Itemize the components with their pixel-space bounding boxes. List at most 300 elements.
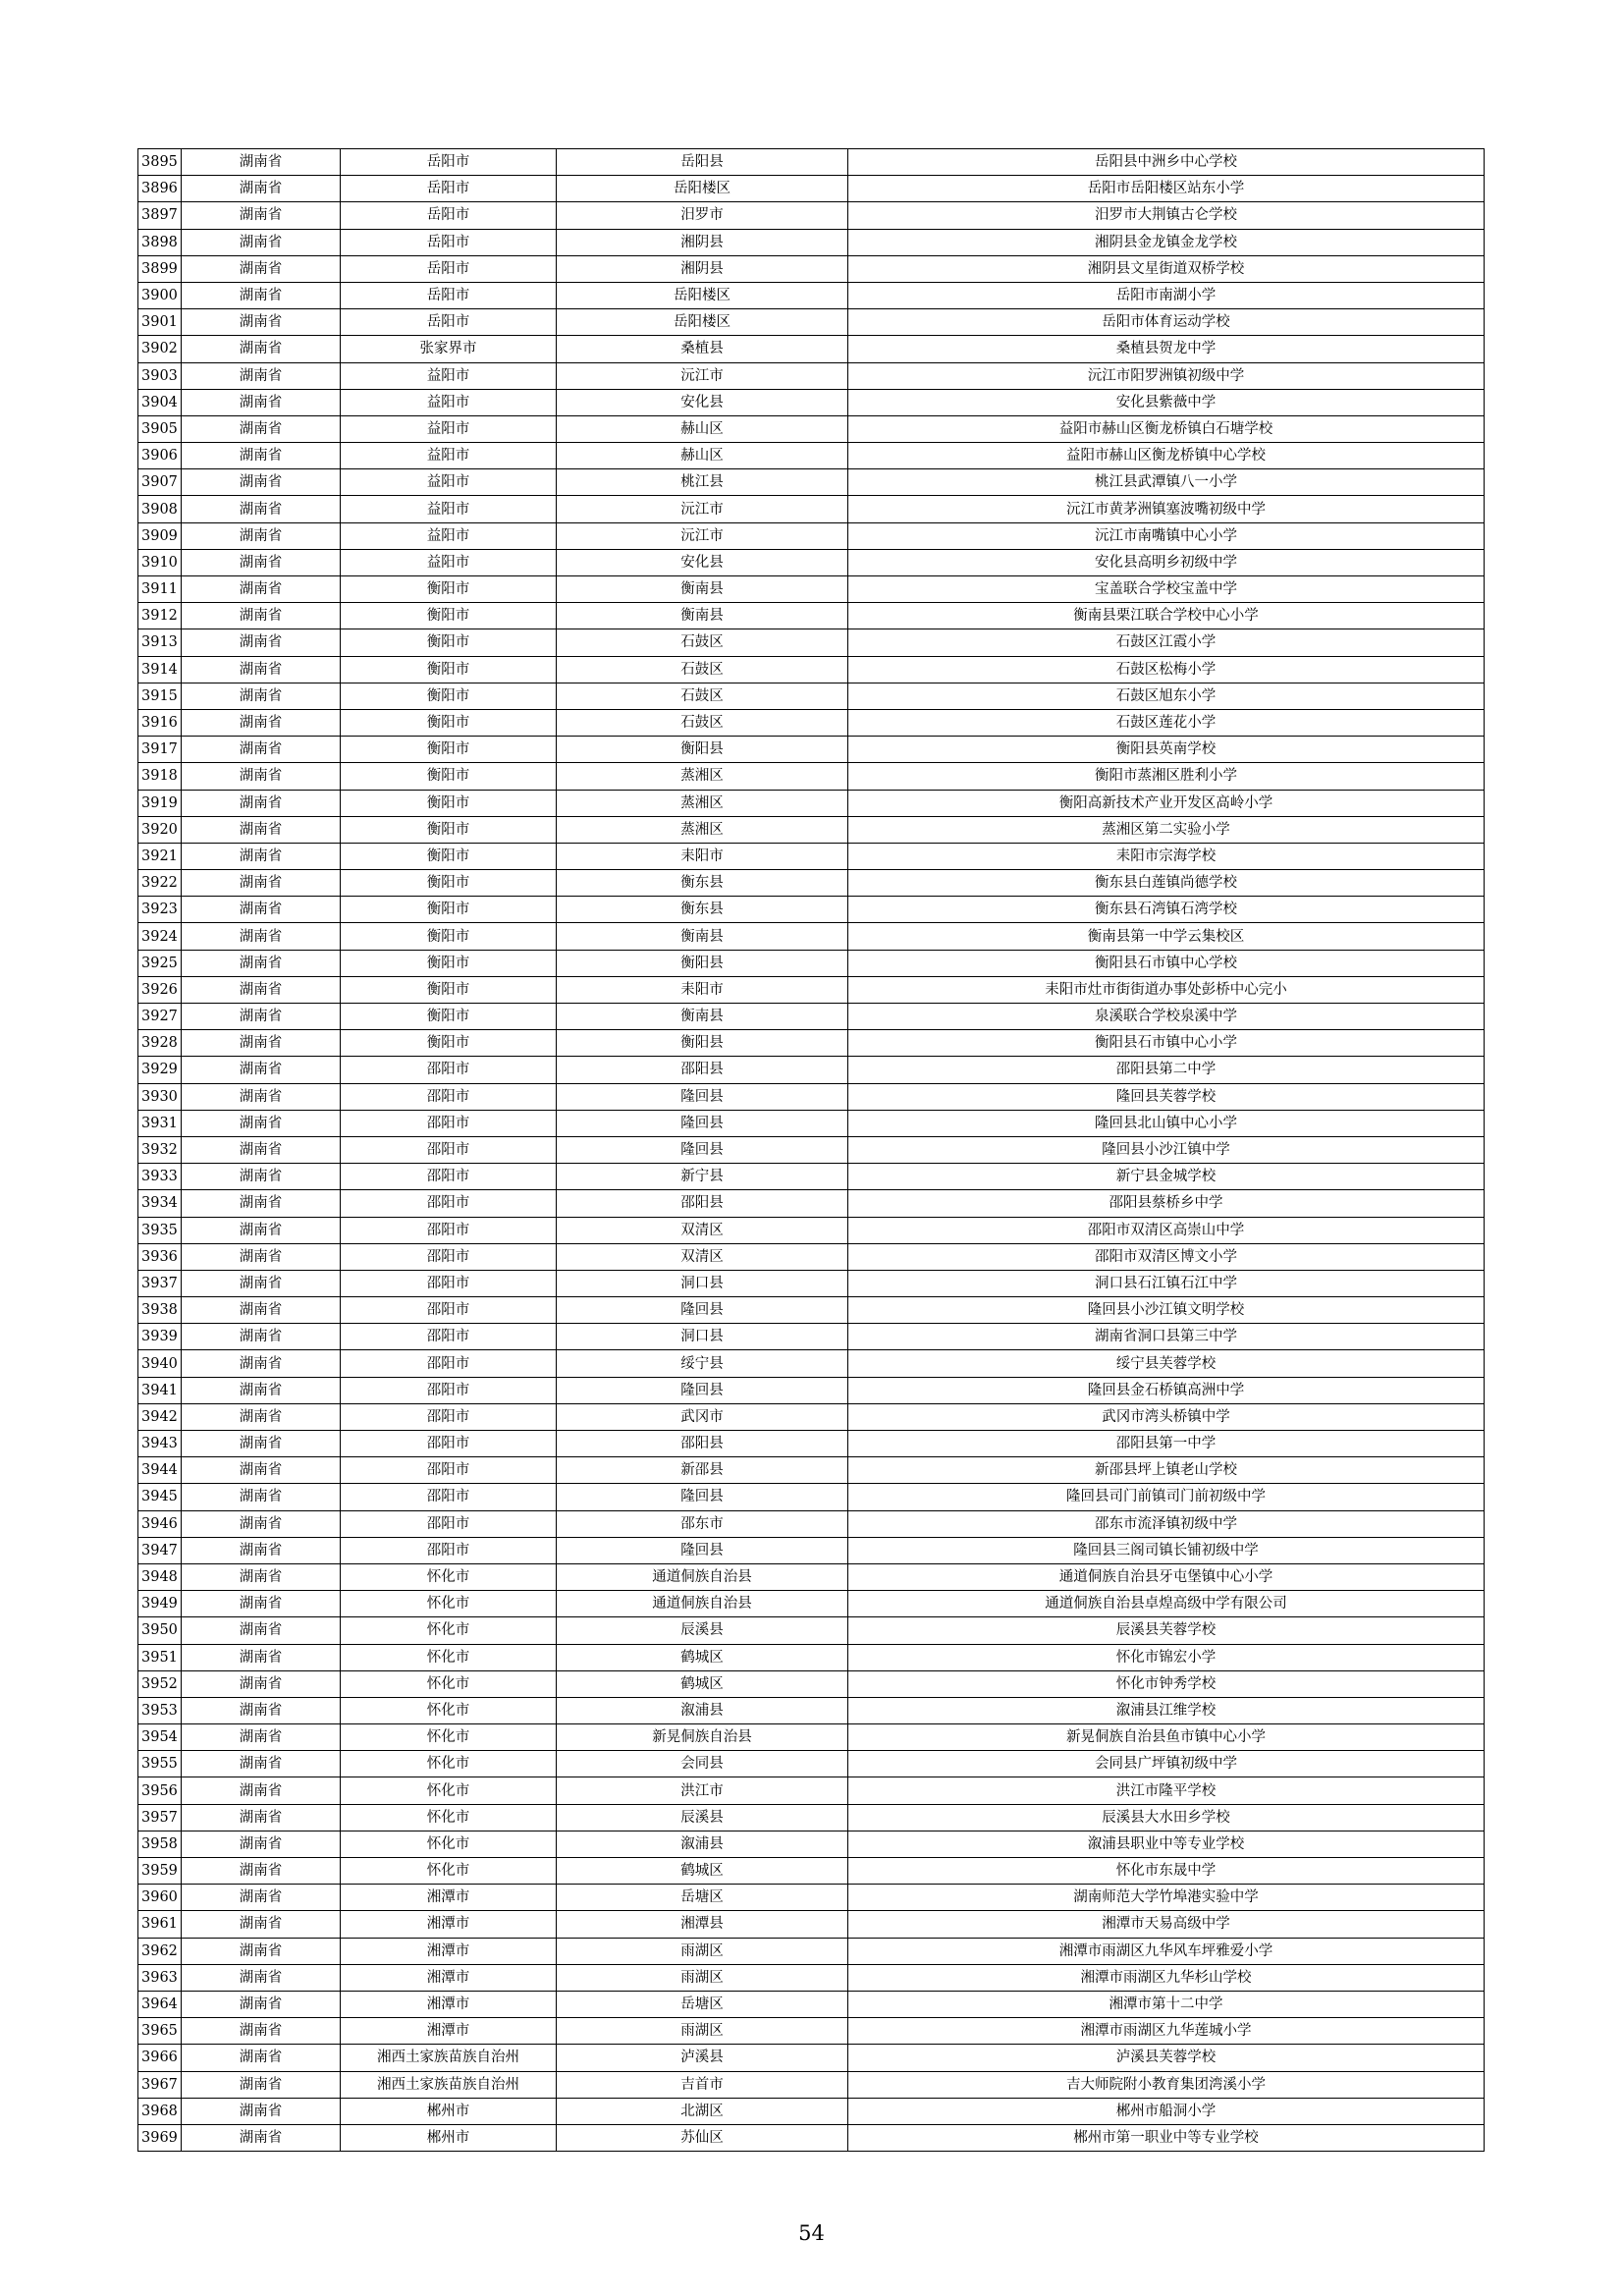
province-cell: 湖南省 <box>182 389 341 415</box>
row-number-cell: 3897 <box>138 202 182 229</box>
province-cell: 湖南省 <box>182 2045 341 2071</box>
city-cell: 衡阳市 <box>341 950 557 976</box>
school-name-cell: 新晃侗族自治县鱼市镇中心小学 <box>848 1724 1485 1751</box>
city-cell: 邵阳市 <box>341 1110 557 1136</box>
table-row <box>138 1510 1485 1537</box>
city-cell: 邵阳市 <box>341 1510 557 1537</box>
table-row <box>138 1938 1485 1964</box>
table-row <box>138 1563 1485 1590</box>
county-cell: 洞口县 <box>557 1324 848 1350</box>
city-cell: 张家界市 <box>341 336 557 362</box>
school-name-cell: 岳阳市南湖小学 <box>848 282 1485 308</box>
row-number-cell: 3930 <box>138 1083 182 1110</box>
city-cell: 益阳市 <box>341 362 557 389</box>
province-cell: 湖南省 <box>182 683 341 709</box>
county-cell: 石鼓区 <box>557 709 848 736</box>
row-number-cell: 3898 <box>138 229 182 255</box>
province-cell: 湖南省 <box>182 522 341 549</box>
province-cell: 湖南省 <box>182 1591 341 1617</box>
city-cell: 岳阳市 <box>341 176 557 202</box>
table-row <box>138 2045 1485 2071</box>
city-cell: 湘潭市 <box>341 1938 557 1964</box>
row-number-cell: 3962 <box>138 1938 182 1964</box>
table-row <box>138 870 1485 897</box>
table-row <box>138 1537 1485 1563</box>
table-row <box>138 737 1485 763</box>
row-number-cell: 3903 <box>138 362 182 389</box>
county-cell: 蒸湘区 <box>557 816 848 843</box>
school-name-cell: 湘潭市天易高级中学 <box>848 1911 1485 1938</box>
table-row <box>138 603 1485 629</box>
school-name-cell: 衡阳县石市镇中心学校 <box>848 950 1485 976</box>
school-name-cell: 洪江市隆平学校 <box>848 1777 1485 1804</box>
county-cell: 辰溪县 <box>557 1617 848 1644</box>
city-cell: 怀化市 <box>341 1670 557 1697</box>
city-cell: 益阳市 <box>341 496 557 522</box>
row-number-cell: 3967 <box>138 2071 182 2098</box>
school-name-cell: 隆回县小沙江镇中学 <box>848 1136 1485 1163</box>
row-number-cell: 3945 <box>138 1484 182 1510</box>
county-cell: 安化县 <box>557 389 848 415</box>
province-cell: 湖南省 <box>182 2071 341 2098</box>
school-name-cell: 湘潭市雨湖区九华杉山学校 <box>848 1964 1485 1991</box>
county-cell: 隆回县 <box>557 1377 848 1403</box>
school-name-cell: 湘阴县文星街道双桥学校 <box>848 255 1485 282</box>
city-cell: 邵阳市 <box>341 1537 557 1563</box>
province-cell: 湖南省 <box>182 1537 341 1563</box>
table-row <box>138 469 1485 496</box>
province-cell: 湖南省 <box>182 1350 341 1377</box>
row-number-cell: 3896 <box>138 176 182 202</box>
county-cell: 隆回县 <box>557 1083 848 1110</box>
row-number-cell: 3935 <box>138 1217 182 1243</box>
county-cell: 衡南县 <box>557 923 848 950</box>
table-row <box>138 763 1485 790</box>
city-cell: 怀化市 <box>341 1858 557 1885</box>
table-row <box>138 629 1485 656</box>
table-row <box>138 336 1485 362</box>
table-row <box>138 1164 1485 1190</box>
table-row <box>138 1724 1485 1751</box>
table-row <box>138 549 1485 575</box>
county-cell: 隆回县 <box>557 1537 848 1563</box>
row-number-cell: 3958 <box>138 1831 182 1857</box>
school-name-cell: 怀化市钟秀学校 <box>848 1670 1485 1697</box>
county-cell: 洪江市 <box>557 1777 848 1804</box>
city-cell: 湘潭市 <box>341 1964 557 1991</box>
school-name-cell: 吉大师院附小教育集团湾溪小学 <box>848 2071 1485 2098</box>
county-cell: 石鼓区 <box>557 683 848 709</box>
row-number-cell: 3925 <box>138 950 182 976</box>
county-cell: 北湖区 <box>557 2098 848 2124</box>
city-cell: 邵阳市 <box>341 1190 557 1217</box>
province-cell: 湖南省 <box>182 1030 341 1057</box>
province-cell: 湖南省 <box>182 549 341 575</box>
city-cell: 邵阳市 <box>341 1350 557 1377</box>
table-row <box>138 1057 1485 1083</box>
county-cell: 溆浦县 <box>557 1831 848 1857</box>
row-number-cell: 3957 <box>138 1804 182 1831</box>
school-name-cell: 泸溪县芙蓉学校 <box>848 2045 1485 2071</box>
table-row <box>138 1270 1485 1296</box>
province-cell: 湖南省 <box>182 923 341 950</box>
table-row <box>138 709 1485 736</box>
school-name-cell: 沅江市黄茅洲镇塞波嘴初级中学 <box>848 496 1485 522</box>
province-cell: 湖南省 <box>182 362 341 389</box>
table-row <box>138 149 1485 176</box>
county-cell: 耒阳市 <box>557 843 848 869</box>
county-cell: 新晃侗族自治县 <box>557 1724 848 1751</box>
county-cell: 沅江市 <box>557 362 848 389</box>
province-cell: 湖南省 <box>182 282 341 308</box>
row-number-cell: 3920 <box>138 816 182 843</box>
school-name-cell: 沅江市南嘴镇中心小学 <box>848 522 1485 549</box>
county-cell: 隆回县 <box>557 1110 848 1136</box>
city-cell: 益阳市 <box>341 549 557 575</box>
table-row <box>138 1858 1485 1885</box>
table-row <box>138 816 1485 843</box>
province-cell: 湖南省 <box>182 2018 341 2045</box>
school-name-cell: 益阳市赫山区衡龙桥镇中心学校 <box>848 443 1485 469</box>
county-cell: 鹤城区 <box>557 1858 848 1885</box>
table-row <box>138 202 1485 229</box>
table-row <box>138 1297 1485 1324</box>
row-number-cell: 3904 <box>138 389 182 415</box>
row-number-cell: 3948 <box>138 1563 182 1590</box>
county-cell: 邵阳县 <box>557 1057 848 1083</box>
city-cell: 湘潭市 <box>341 1911 557 1938</box>
city-cell: 邵阳市 <box>341 1377 557 1403</box>
county-cell: 桃江县 <box>557 469 848 496</box>
city-cell: 岳阳市 <box>341 202 557 229</box>
row-number-cell: 3933 <box>138 1164 182 1190</box>
table-row <box>138 496 1485 522</box>
county-cell: 岳阳县 <box>557 149 848 176</box>
school-name-cell: 湘潭市第十二中学 <box>848 1991 1485 2017</box>
city-cell: 邵阳市 <box>341 1484 557 1510</box>
city-cell: 益阳市 <box>341 522 557 549</box>
table-row <box>138 1617 1485 1644</box>
row-number-cell: 3915 <box>138 683 182 709</box>
school-name-cell: 耒阳市宗海学校 <box>848 843 1485 869</box>
table-row <box>138 1030 1485 1057</box>
school-name-cell: 泉溪联合学校泉溪中学 <box>848 1004 1485 1030</box>
school-name-cell: 安化县紫薇中学 <box>848 389 1485 415</box>
county-cell: 双清区 <box>557 1217 848 1243</box>
school-name-cell: 衡东县白莲镇尚德学校 <box>848 870 1485 897</box>
row-number-cell: 3937 <box>138 1270 182 1296</box>
school-name-cell: 隆回县北山镇中心小学 <box>848 1110 1485 1136</box>
city-cell: 邵阳市 <box>341 1057 557 1083</box>
school-name-cell: 隆回县金石桥镇高洲中学 <box>848 1377 1485 1403</box>
table-row <box>138 1831 1485 1857</box>
province-cell: 湖南省 <box>182 1563 341 1590</box>
school-name-cell: 桃江县武潭镇八一小学 <box>848 469 1485 496</box>
county-cell: 岳阳楼区 <box>557 282 848 308</box>
school-name-cell: 辰溪县芙蓉学校 <box>848 1617 1485 1644</box>
county-cell: 邵阳县 <box>557 1431 848 1457</box>
province-cell: 湖南省 <box>182 1164 341 1190</box>
table-row <box>138 1110 1485 1136</box>
county-cell: 岳塘区 <box>557 1885 848 1911</box>
county-cell: 雨湖区 <box>557 2018 848 2045</box>
county-cell: 岳阳楼区 <box>557 176 848 202</box>
city-cell: 衡阳市 <box>341 709 557 736</box>
province-cell: 湖南省 <box>182 2098 341 2124</box>
county-cell: 汨罗市 <box>557 202 848 229</box>
city-cell: 益阳市 <box>341 443 557 469</box>
table-row <box>138 1591 1485 1617</box>
row-number-cell: 3911 <box>138 576 182 603</box>
row-number-cell: 3950 <box>138 1617 182 1644</box>
county-cell: 鹤城区 <box>557 1670 848 1697</box>
row-number-cell: 3926 <box>138 976 182 1003</box>
table-row <box>138 923 1485 950</box>
table-row <box>138 1136 1485 1163</box>
county-cell: 安化县 <box>557 549 848 575</box>
province-cell: 湖南省 <box>182 897 341 923</box>
county-cell: 衡南县 <box>557 576 848 603</box>
province-cell: 湖南省 <box>182 1457 341 1484</box>
table-row <box>138 576 1485 603</box>
row-number-cell: 3963 <box>138 1964 182 1991</box>
school-name-cell: 石鼓区莲花小学 <box>848 709 1485 736</box>
county-cell: 岳塘区 <box>557 1991 848 2017</box>
row-number-cell: 3931 <box>138 1110 182 1136</box>
row-number-cell: 3949 <box>138 1591 182 1617</box>
county-cell: 岳阳楼区 <box>557 309 848 336</box>
table-row <box>138 790 1485 816</box>
province-cell: 湖南省 <box>182 1831 341 1857</box>
city-cell: 湘西土家族苗族自治州 <box>341 2071 557 2098</box>
table-row <box>138 522 1485 549</box>
school-name-cell: 溆浦县职业中等专业学校 <box>848 1831 1485 1857</box>
row-number-cell: 3965 <box>138 2018 182 2045</box>
province-cell: 湖南省 <box>182 1751 341 1777</box>
school-name-cell: 湖南师范大学竹埠港实验中学 <box>848 1885 1485 1911</box>
row-number-cell: 3955 <box>138 1751 182 1777</box>
county-cell: 蒸湘区 <box>557 790 848 816</box>
school-name-cell: 衡阳高新技术产业开发区高岭小学 <box>848 790 1485 816</box>
province-cell: 湖南省 <box>182 1324 341 1350</box>
city-cell: 怀化市 <box>341 1777 557 1804</box>
province-cell: 湖南省 <box>182 1777 341 1804</box>
table-row <box>138 1083 1485 1110</box>
row-number-cell: 3917 <box>138 737 182 763</box>
school-name-cell: 桑植县贺龙中学 <box>848 336 1485 362</box>
city-cell: 岳阳市 <box>341 229 557 255</box>
table-row <box>138 1217 1485 1243</box>
province-cell: 湖南省 <box>182 1724 341 1751</box>
province-cell: 湖南省 <box>182 1377 341 1403</box>
row-number-cell: 3946 <box>138 1510 182 1537</box>
table-row <box>138 1751 1485 1777</box>
county-cell: 桑植县 <box>557 336 848 362</box>
table-row <box>138 362 1485 389</box>
city-cell: 益阳市 <box>341 415 557 442</box>
school-name-cell: 衡阳县石市镇中心小学 <box>848 1030 1485 1057</box>
province-cell: 湖南省 <box>182 1431 341 1457</box>
row-number-cell: 3910 <box>138 549 182 575</box>
table-row <box>138 1350 1485 1377</box>
city-cell: 衡阳市 <box>341 816 557 843</box>
city-cell: 邵阳市 <box>341 1136 557 1163</box>
province-cell: 湖南省 <box>182 816 341 843</box>
province-cell: 湖南省 <box>182 1911 341 1938</box>
school-name-cell: 通道侗族自治县卓煌高级中学有限公司 <box>848 1591 1485 1617</box>
city-cell: 衡阳市 <box>341 870 557 897</box>
city-cell: 衡阳市 <box>341 976 557 1003</box>
school-name-cell: 安化县高明乡初级中学 <box>848 549 1485 575</box>
school-name-cell: 岳阳市体育运动学校 <box>848 309 1485 336</box>
city-cell: 岳阳市 <box>341 282 557 308</box>
city-cell: 邵阳市 <box>341 1243 557 1270</box>
table-row <box>138 1377 1485 1403</box>
county-cell: 耒阳市 <box>557 976 848 1003</box>
county-cell: 衡阳县 <box>557 950 848 976</box>
row-number-cell: 3921 <box>138 843 182 869</box>
province-cell: 湖南省 <box>182 496 341 522</box>
city-cell: 怀化市 <box>341 1644 557 1670</box>
county-cell: 衡南县 <box>557 603 848 629</box>
row-number-cell: 3924 <box>138 923 182 950</box>
county-cell: 赫山区 <box>557 415 848 442</box>
county-cell: 隆回县 <box>557 1484 848 1510</box>
county-cell: 沅江市 <box>557 496 848 522</box>
city-cell: 怀化市 <box>341 1591 557 1617</box>
school-name-cell: 怀化市东晟中学 <box>848 1858 1485 1885</box>
city-cell: 怀化市 <box>341 1804 557 1831</box>
school-name-cell: 汨罗市大荆镇古仑学校 <box>848 202 1485 229</box>
province-cell: 湖南省 <box>182 1136 341 1163</box>
row-number-cell: 3929 <box>138 1057 182 1083</box>
row-number-cell: 3913 <box>138 629 182 656</box>
row-number-cell: 3905 <box>138 415 182 442</box>
city-cell: 岳阳市 <box>341 255 557 282</box>
city-cell: 邵阳市 <box>341 1270 557 1296</box>
city-cell: 湘西土家族苗族自治州 <box>341 2045 557 2071</box>
county-cell: 石鼓区 <box>557 656 848 683</box>
school-name-cell: 湘潭市雨湖区九华莲城小学 <box>848 2018 1485 2045</box>
page-number: 54 <box>798 2221 825 2245</box>
city-cell: 邵阳市 <box>341 1083 557 1110</box>
province-cell: 湖南省 <box>182 1991 341 2017</box>
school-name-cell: 邵阳市双清区博文小学 <box>848 1243 1485 1270</box>
row-number-cell: 3902 <box>138 336 182 362</box>
table-row <box>138 843 1485 869</box>
city-cell: 衡阳市 <box>341 763 557 790</box>
province-cell: 湖南省 <box>182 1110 341 1136</box>
table-row <box>138 1911 1485 1938</box>
row-number-cell: 3956 <box>138 1777 182 1804</box>
city-cell: 怀化市 <box>341 1617 557 1644</box>
province-cell: 湖南省 <box>182 1297 341 1324</box>
city-cell: 邵阳市 <box>341 1457 557 1484</box>
school-name-cell: 怀化市锦宏小学 <box>848 1644 1485 1670</box>
county-cell: 辰溪县 <box>557 1804 848 1831</box>
table-row <box>138 1243 1485 1270</box>
row-number-cell: 3901 <box>138 309 182 336</box>
row-number-cell: 3951 <box>138 1644 182 1670</box>
county-cell: 会同县 <box>557 1751 848 1777</box>
province-cell: 湖南省 <box>182 1484 341 1510</box>
row-number-cell: 3909 <box>138 522 182 549</box>
school-name-cell: 郴州市第一职业中等专业学校 <box>848 2124 1485 2151</box>
table-row <box>138 950 1485 976</box>
city-cell: 衡阳市 <box>341 656 557 683</box>
school-name-cell: 郴州市船洞小学 <box>848 2098 1485 2124</box>
county-cell: 赫山区 <box>557 443 848 469</box>
city-cell: 益阳市 <box>341 389 557 415</box>
province-cell: 湖南省 <box>182 1190 341 1217</box>
city-cell: 郴州市 <box>341 2124 557 2151</box>
school-name-cell: 衡阳市蒸湘区胜利小学 <box>848 763 1485 790</box>
province-cell: 湖南省 <box>182 443 341 469</box>
table-row <box>138 976 1485 1003</box>
school-name-cell: 湘阴县金龙镇金龙学校 <box>848 229 1485 255</box>
city-cell: 衡阳市 <box>341 1030 557 1057</box>
table-row <box>138 2124 1485 2151</box>
row-number-cell: 3943 <box>138 1431 182 1457</box>
city-cell: 怀化市 <box>341 1563 557 1590</box>
province-cell: 湖南省 <box>182 469 341 496</box>
row-number-cell: 3944 <box>138 1457 182 1484</box>
row-number-cell: 3914 <box>138 656 182 683</box>
row-number-cell: 3912 <box>138 603 182 629</box>
row-number-cell: 3916 <box>138 709 182 736</box>
province-cell: 湖南省 <box>182 763 341 790</box>
city-cell: 邵阳市 <box>341 1403 557 1430</box>
table-row <box>138 443 1485 469</box>
city-cell: 衡阳市 <box>341 576 557 603</box>
city-cell: 衡阳市 <box>341 683 557 709</box>
row-number-cell: 3941 <box>138 1377 182 1403</box>
province-cell: 湖南省 <box>182 576 341 603</box>
row-number-cell: 3938 <box>138 1297 182 1324</box>
school-name-cell: 衡阳县英南学校 <box>848 737 1485 763</box>
row-number-cell: 3968 <box>138 2098 182 2124</box>
school-name-cell: 岳阳市岳阳楼区站东小学 <box>848 176 1485 202</box>
city-cell: 衡阳市 <box>341 843 557 869</box>
county-cell: 新邵县 <box>557 1457 848 1484</box>
row-number-cell: 3895 <box>138 149 182 176</box>
county-cell: 隆回县 <box>557 1297 848 1324</box>
row-number-cell: 3969 <box>138 2124 182 2151</box>
province-cell: 湖南省 <box>182 1885 341 1911</box>
table-row <box>138 1777 1485 1804</box>
row-number-cell: 3961 <box>138 1911 182 1938</box>
table-row <box>138 309 1485 336</box>
province-cell: 湖南省 <box>182 1964 341 1991</box>
province-cell: 湖南省 <box>182 309 341 336</box>
school-name-cell: 邵东市流泽镇初级中学 <box>848 1510 1485 1537</box>
county-cell: 蒸湘区 <box>557 763 848 790</box>
table-row <box>138 683 1485 709</box>
city-cell: 衡阳市 <box>341 1004 557 1030</box>
city-cell: 怀化市 <box>341 1831 557 1857</box>
row-number-cell: 3922 <box>138 870 182 897</box>
school-name-cell: 通道侗族自治县牙屯堡镇中心小学 <box>848 1563 1485 1590</box>
city-cell: 怀化市 <box>341 1751 557 1777</box>
table-row <box>138 229 1485 255</box>
county-cell: 衡南县 <box>557 1004 848 1030</box>
province-cell: 湖南省 <box>182 1858 341 1885</box>
city-cell: 邵阳市 <box>341 1217 557 1243</box>
school-name-cell: 衡南县栗江联合学校中心小学 <box>848 603 1485 629</box>
county-cell: 双清区 <box>557 1243 848 1270</box>
school-list-table <box>137 148 1485 2152</box>
school-name-cell: 湘潭市雨湖区九华风车坪雅爱小学 <box>848 1938 1485 1964</box>
